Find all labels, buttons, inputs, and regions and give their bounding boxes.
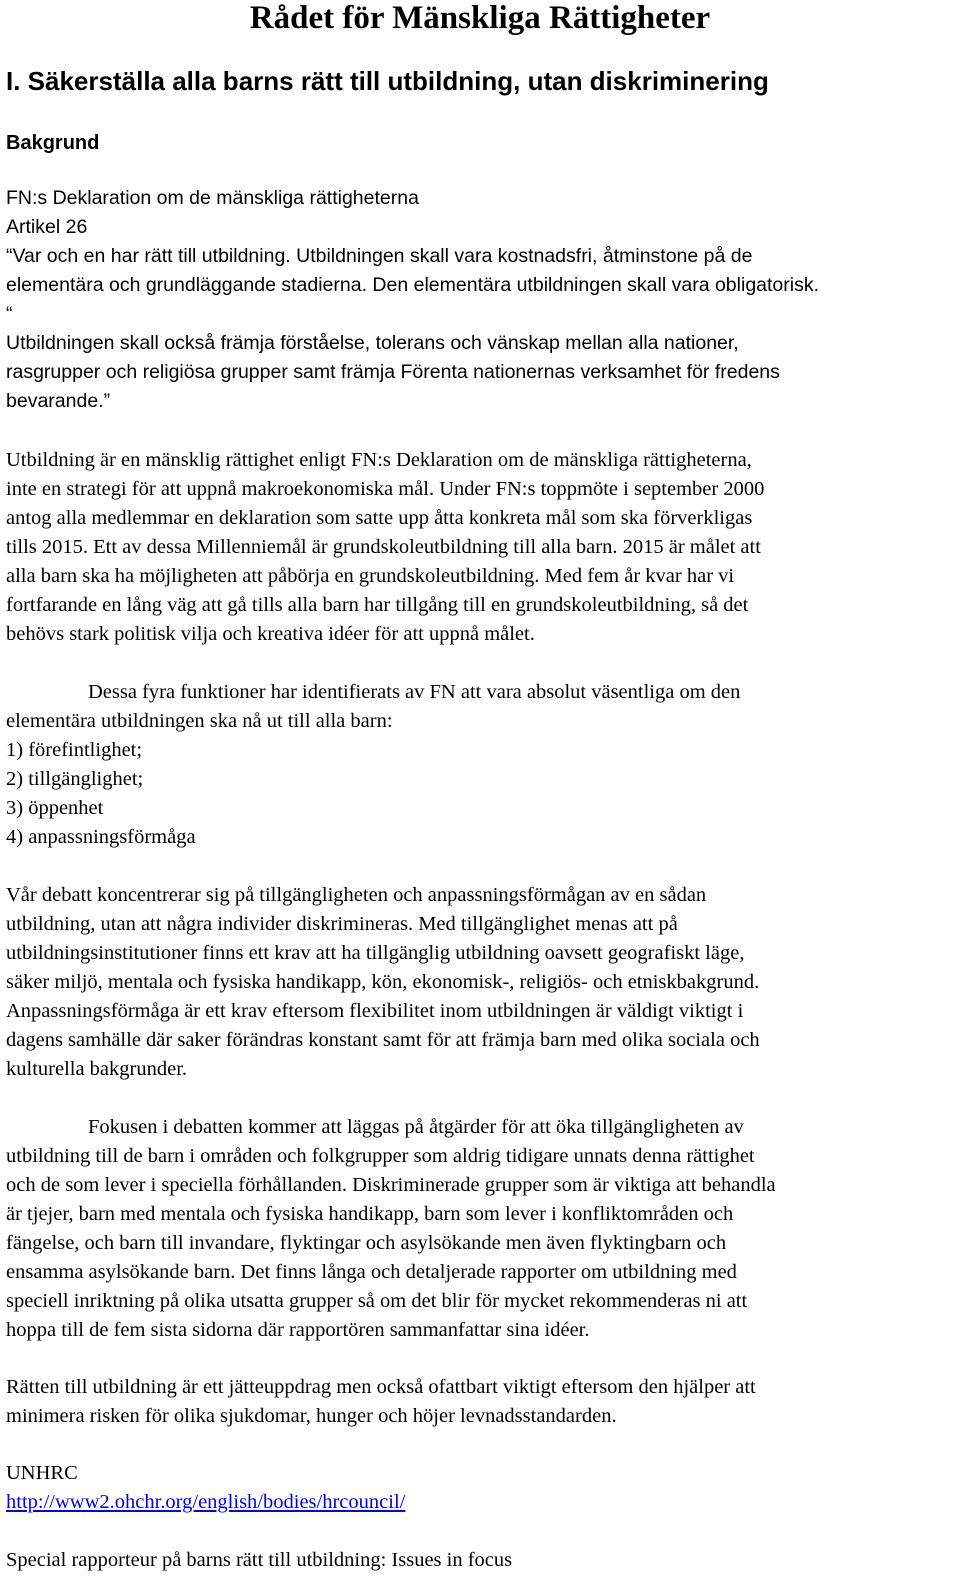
article-label: Artikel 26 [6,216,88,238]
declaration-quote-line: Utbildningen skall också främja förståelse, tolerans och vänskap mellan alla nationer, [6,332,739,354]
declaration-quote-line: bevarande.” [6,390,111,412]
paragraph-line: kulturella bakgrunder. [6,1058,188,1080]
list-item: 4) anpassningsförmåga [6,826,196,848]
paragraph-line: utbildningsinstitutioner finns ett krav att ha tillgänglig utbildning oavsett geografiskt läge, [6,942,745,964]
declaration-quote-mark: “ [6,303,13,325]
declaration-quote-line: “Var och en har rätt till utbildning. Utbildningen skall vara kostnadsfri, åtminstone på de [6,245,753,267]
paragraph-line: tills 2015. Ett av dessa Millenniemål är grundskoleutbildning till alla barn. 2015 är målet att [6,536,761,558]
paragraph-line: utbildning till de barn i områden och folkgrupper som aldrig tidigare unnats denna rättighet [6,1145,755,1167]
paragraph-line: dagens samhälle där saker förändras konstant samt för att främja barn med olika sociala och [6,1029,760,1051]
declaration-quote-line: elementära och grundläggande stadierna. Den elementära utbildningen skall vara obligatorisk. [6,274,820,296]
paragraph-line: fängelse, och barn till invandare, flyktingar och asylsökande men även flyktingbarn och [6,1232,727,1254]
paragraph-line: hoppa till de fem sista sidorna där rapportören sammanfattar sina idéer. [6,1319,590,1341]
paragraph-line: Fokusen i debatten kommer att läggas på åtgärder för att öka tillgängligheten av [88,1116,744,1138]
paragraph-line: minimera risken för olika sjukdomar, hunger och höjer levnadsstandarden. [6,1405,617,1427]
paragraph-line: utbildning, utan att några individer diskrimineras. Med tillgänglighet menas att på [6,913,678,935]
declaration-title: FN:s Deklaration om de mänskliga rättigheterna [6,187,419,209]
paragraph-line: Dessa fyra funktioner har identifierats av FN att vara absolut väsentliga om den [88,681,741,703]
paragraph-line: Anpassningsförmåga är ett krav eftersom flexibilitet inom utbildningen är väldigt viktigt i [6,1000,744,1022]
paragraph-line: elementära utbildningen ska nå ut till alla barn: [6,710,393,732]
paragraph-line: säker miljö, mentala och fysiska handikapp, kön, ekonomisk-, religiös- och etniskbakgrund. [6,971,760,993]
paragraph-line: speciell inriktning på olika utsatta grupper så om det blir för mycket rekommenderas ni att [6,1290,748,1312]
paragraph-line: Rätten till utbildning är ett jätteuppdrag men också ofattbart viktigt eftersom den hjälper att [6,1376,756,1398]
rapporteur-line: Special rapporteur på barns rätt till utbildning: Issues in focus [6,1549,513,1571]
source-label: UNHRC [6,1462,78,1484]
paragraph-line: behövs stark politisk vilja och kreativa idéer för att uppnå målet. [6,623,535,645]
background-heading: Bakgrund [6,132,100,154]
document-title: Rådet för Mänskliga Rättigheter [249,0,711,36]
paragraph-line: alla barn ska ha möjligheten att påbörja en grundskoleutbildning. Med fem år kvar har vi [6,565,735,587]
paragraph-line: är tjejer, barn med mentala och fysiska handikapp, barn som lever i konfliktområden och [6,1203,734,1225]
paragraph-line: inte en strategi för att uppnå makroekonomiska mål. Under FN:s toppmöte i september 2000 [6,478,765,500]
section-heading: I. Säkerställa alla barns rätt till utbildning, utan diskriminering [6,66,769,96]
list-item: 3) öppenhet [6,797,104,819]
paragraph-line: Utbildning är en mänsklig rättighet enligt FN:s Deklaration om de mänskliga rättigheterna, [6,449,752,471]
paragraph-line: fortfarande en lång väg att gå tills alla barn har tillgång till en grundskoleutbildning, så det [6,594,749,616]
list-item: 1) förefintlighet; [6,739,143,761]
declaration-quote-line: rasgrupper och religiösa grupper samt främja Förenta nationernas verksamhet för fredens [6,361,780,383]
list-item: 2) tillgänglighet; [6,768,144,790]
source-link[interactable]: http://www2.ohchr.org/english/bodies/hrcouncil/ [6,1491,406,1513]
paragraph-line: ensamma asylsökande barn. Det finns långa och detaljerade rapporter om utbildning med [6,1261,737,1283]
paragraph-line: antog alla medlemmar en deklaration som satte upp åtta konkreta mål som ska förverkligas [6,507,753,529]
paragraph-line: och de som lever i speciella förhållanden. Diskriminerade grupper som är viktiga att behandla [6,1174,776,1196]
paragraph-line: Vår debatt koncentrerar sig på tillgängligheten och anpassningsförmågan av en sådan [6,884,707,906]
